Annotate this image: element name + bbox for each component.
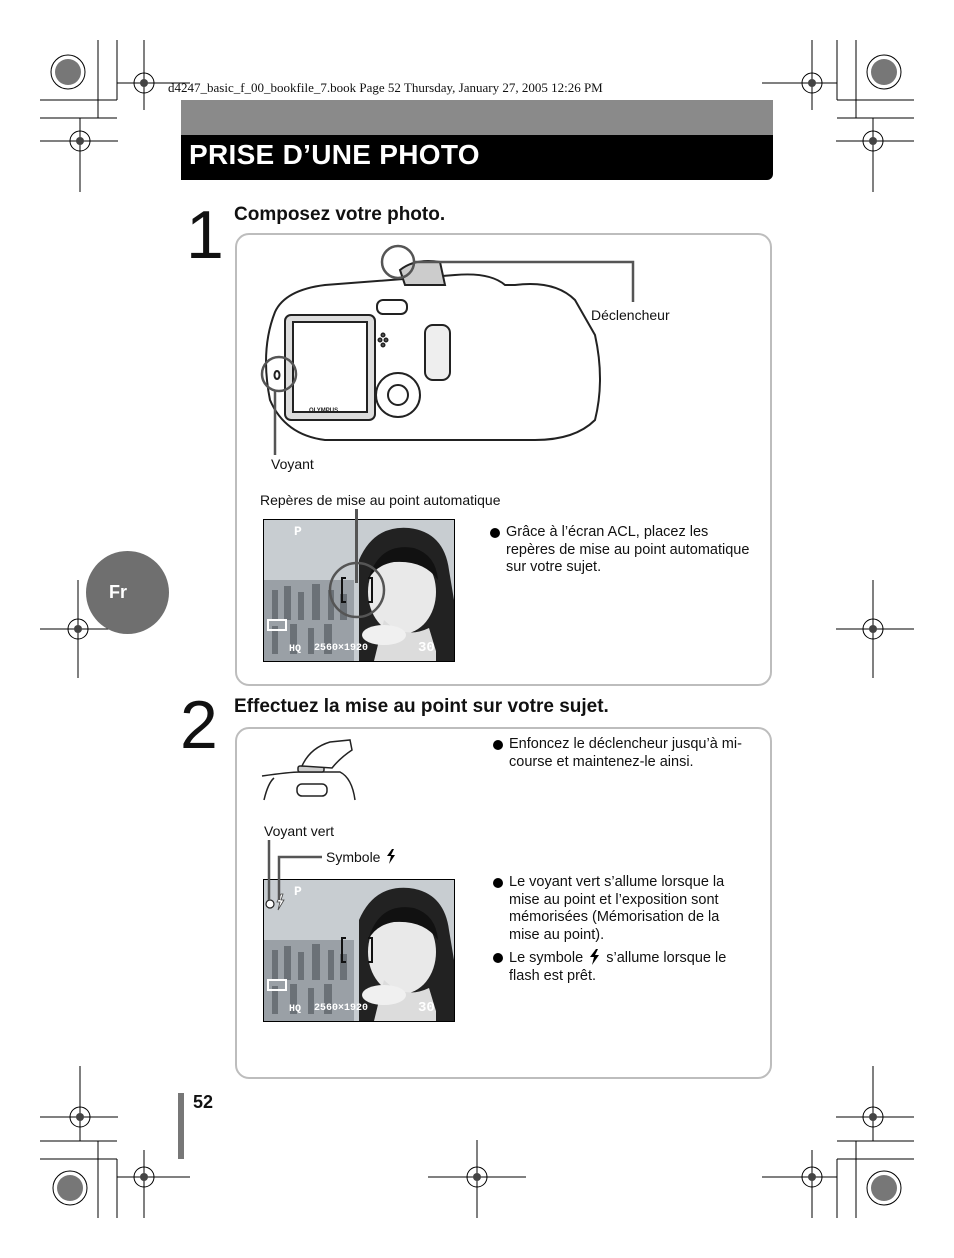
step-1-number: 1: [186, 197, 224, 273]
lcd-quality-indicator: HQ: [289, 644, 302, 655]
lcd-mode-indicator: P: [294, 884, 302, 899]
step-2-title: Effectuez la mise au point sur votre sujet.: [234, 696, 609, 717]
page-number: 52: [193, 1092, 214, 1112]
step-2-number: 2: [180, 687, 218, 763]
book-meta-line: d4247_basic_f_00_bookfile_7.book Page 52 Thursday, January 27, 2005 12:26 PM: [168, 80, 603, 95]
lcd-resolution: 2560×1920: [314, 643, 369, 654]
flash-symbol-label: Symbole: [326, 849, 396, 865]
af-marks-label: Repères de mise au point automatique: [260, 492, 501, 508]
flash-icon: [386, 849, 396, 864]
lcd-shot-count: 30: [418, 640, 435, 656]
bullet-dot: [493, 953, 503, 963]
step-2-bullet-green-lamp: Le voyant vert s’allume lorsque la mise au point et l’exposition sont mémorisées (Mémorisation de la mise au point).: [493, 874, 753, 944]
step-1-bullet: Grâce à l’écran ACL, placez les repères de mise au point automatique sur votre sujet.: [490, 524, 750, 577]
bullet-dot: [493, 878, 503, 888]
lcd-shot-count: 30: [418, 1000, 435, 1016]
camera-brand-text: OLYMPUS: [309, 408, 339, 414]
title-bar-accent: [181, 100, 773, 135]
lcd-resolution: 2560×1920: [314, 1003, 369, 1014]
page-number-bar: [178, 1093, 184, 1159]
lamp-label: Voyant: [271, 456, 314, 472]
shutter-label: Déclencheur: [591, 307, 670, 323]
step-2-pointers: [262, 838, 332, 908]
lcd-quality-indicator: HQ: [289, 1004, 302, 1015]
camera-back-illustration: [255, 240, 645, 460]
language-tab-label: Fr: [109, 582, 127, 602]
bullet-dot: [490, 528, 500, 538]
half-press-illustration: [260, 738, 360, 802]
step-1-title: Composez votre photo.: [234, 204, 446, 225]
step-2-bullet-flash: Le symbole s’allume lorsque le flash est prêt.: [493, 949, 753, 985]
green-lamp-label: Voyant vert: [264, 823, 335, 839]
af-marks-pointer: [355, 509, 358, 583]
flash-icon: [589, 949, 600, 965]
lcd-photo-1: [263, 519, 455, 662]
lcd-mode-indicator: P: [294, 524, 302, 539]
bullet-dot: [493, 740, 503, 750]
page-title: PRISE D’UNE PHOTO: [189, 139, 480, 170]
language-tab: [86, 551, 169, 634]
step-2-bullet-half-press: Enfoncez le déclencheur jusqu’à mi-course et maintenez-le ainsi.: [493, 736, 761, 771]
